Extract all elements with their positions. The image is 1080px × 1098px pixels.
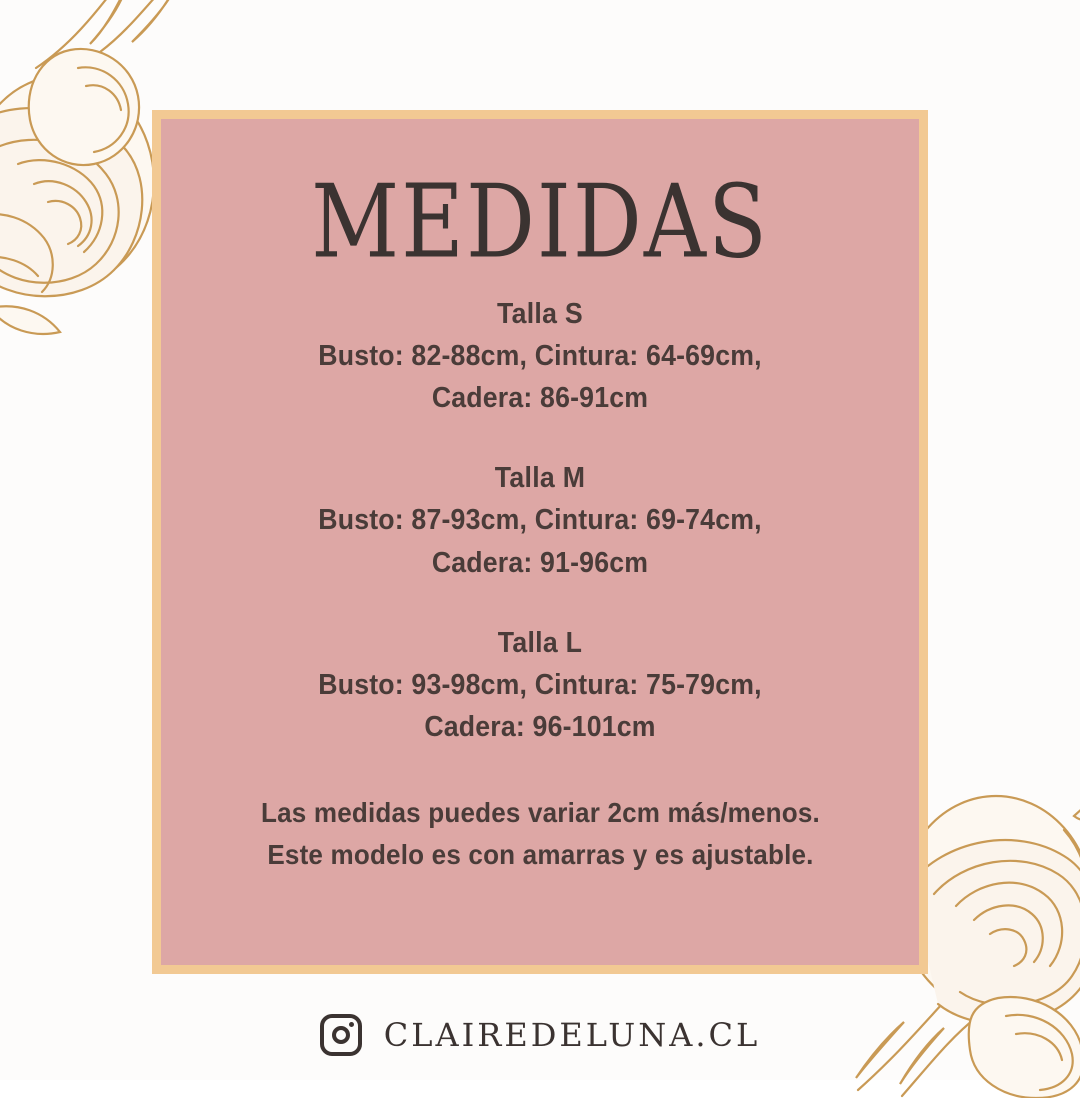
instagram-handle: CLAIREDELUNA.CL — [383, 1016, 761, 1054]
disclaimer-line-2: Este modelo es con amarras y es ajustable. — [266, 838, 814, 870]
size-label: Talla L — [497, 626, 583, 659]
size-measure-line-2: Cadera: 91-96cm — [431, 546, 649, 579]
footer — [0, 1014, 1080, 1056]
size-block-m — [213, 457, 867, 583]
size-measure-line-1: Busto: 87-93cm, Cintura: 69-74cm, — [318, 504, 762, 537]
size-measure-line-2: Cadera: 86-91cm — [431, 382, 649, 415]
disclaimer-note — [261, 792, 820, 876]
size-block-l — [213, 622, 867, 748]
size-measure-line-1: Busto: 82-88cm, Cintura: 64-69cm, — [318, 340, 762, 373]
disclaimer-line-1: Las medidas puedes variar 2cm más/menos. — [260, 796, 820, 828]
size-measure-line-2: Cadera: 96-101cm — [424, 710, 656, 743]
size-label: Talla S — [497, 298, 583, 331]
size-label: Talla M — [494, 462, 586, 495]
page-title: MEDIDAS — [311, 163, 769, 282]
instagram-icon — [320, 1014, 362, 1056]
size-measure-line-1: Busto: 93-98cm, Cintura: 75-79cm, — [318, 668, 762, 701]
measurements-card — [152, 110, 928, 974]
size-block-s — [213, 293, 867, 419]
